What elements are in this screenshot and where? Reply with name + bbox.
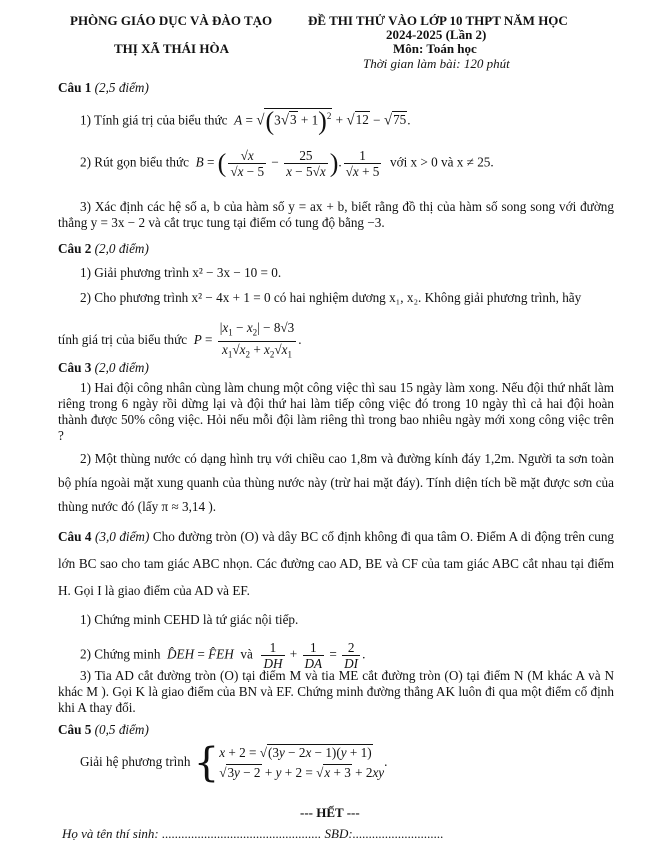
q1-part2: 2) Rút gọn biểu thức B = ( $\frac{√x}{√x - 5}$ − $\frac{25}{x - 5√x}$ ). $\frac{1}{√x + 5}$ với x > 0 và x ≠ 25.	[80, 148, 494, 179]
time-allowed: Thời gian làm bài: 120 phút	[363, 56, 510, 71]
q4-part2: 2) Chứng minh D̂EH = F̂EH và $\frac{1}{DH}$ + $\frac{1}{DA}$ = $\frac{2}{DI}$ .	[80, 640, 366, 671]
candidate-info-line: Họ và tên thí sinh: ................................................. SBD:............................	[62, 826, 444, 841]
q1-part1: 1) Tính giá trị của biểu thức $A = √(3√3 + 1)^2 + √12 - √75$.	[80, 106, 411, 136]
q4-part3: 3) Tia AD cắt đường tròn (O) tại điểm M và tia ME cắt đường tròn (O) tại điểm N (M khác A và N khác M ). Gọi K là giao điểm của BN và EF. Chứng minh đường thẳng AK luôn đi qua một điểm cố định khi A thay đổi.	[58, 668, 614, 715]
q3-part1: 1) Hai đội công nhân cùng làm chung một công việc thì sau 15 ngày làm xong. Nếu đội thứ nhất làm riêng trong 6 ngày rồi dừng lại và đội thứ hai làm tiếp công việc đó trong 10 ngày thì cả hai đội hoàn thành được 50% công việc. Hỏi nếu mỗi đội làm riêng thì trong bao nhiêu ngày mới xong công việc trên ?	[58, 380, 614, 443]
q3-part2: 2) Một thùng nước có dạng hình trụ với chiều cao 1,8m và đường kính đáy 1,2m. Người ta sơn toàn bộ phía ngoài mặt xung quanh của thùng nước này (trừ hai mặt đáy). Tính diện tích bề mặt được sơn của thùng nước đó (lấy π ≈ 3,14 ).	[58, 451, 614, 514]
end-marker: --- HẾT ---	[300, 805, 360, 820]
question-1-heading: Câu 1 (2,5 điểm)	[58, 80, 149, 95]
question-2-heading: Câu 2 (2,0 điểm)	[58, 241, 149, 256]
school-year: 2024-2025 (Lần 2)	[386, 27, 487, 42]
exam-title: ĐỀ THI THỬ VÀO LỚP 10 THPT NĂM HỌC	[308, 13, 568, 28]
q4-intro: Câu 4 (3,0 điểm) Cho đường tròn (O) và dây BC cố định không đi qua tâm O. Điểm A di động trên cung lớn BC sao cho tam giác ABC nhọn. Các đường cao AD, BE và CF của tam giác ABC cắt nhau tại điểm H. Gọi I là giao điểm của AD và EF.	[58, 529, 615, 598]
q2-part2-expression: tính giá trị của biểu thức P = $\frac{|x_1 - x_2| - 8√3}{x_1√x_2 + x_2√x_1}$ .	[58, 320, 302, 360]
department-name: PHÒNG GIÁO DỤC VÀ ĐÀO TẠO	[70, 13, 273, 28]
town-name: THỊ XÃ THÁI HÒA	[114, 41, 229, 56]
q5-system: Giải hệ phương trình { x + 2 = √(3y − 2x − 1)(y + 1) √3y − 2 + y + 2 = √x + 3 + 2xy .	[80, 740, 388, 786]
question-5-heading: Câu 5 (0,5 điểm)	[58, 722, 149, 737]
q4-part1: 1) Chứng minh CEHD là tứ giác nội tiếp.	[80, 612, 299, 627]
q1-part3: 3) Xác định các hệ số a, b của hàm số y = ax + b, biết rằng đồ thị của hàm số song song với đường thẳng y = 3x − 2 và cắt trục tung tại điểm có tung độ bằng −3.	[58, 199, 614, 230]
q2-part2: 2) Cho phương trình x² − 4x + 1 = 0 có hai nghiệm dương x₁, x₂. Không giải phương trình, hãy	[80, 290, 582, 305]
q2-part1: 1) Giải phương trình x² − 3x − 10 = 0.	[80, 265, 282, 280]
question-3-heading: Câu 3 (2,0 điểm)	[58, 360, 149, 375]
subject: Môn: Toán học	[393, 41, 477, 56]
